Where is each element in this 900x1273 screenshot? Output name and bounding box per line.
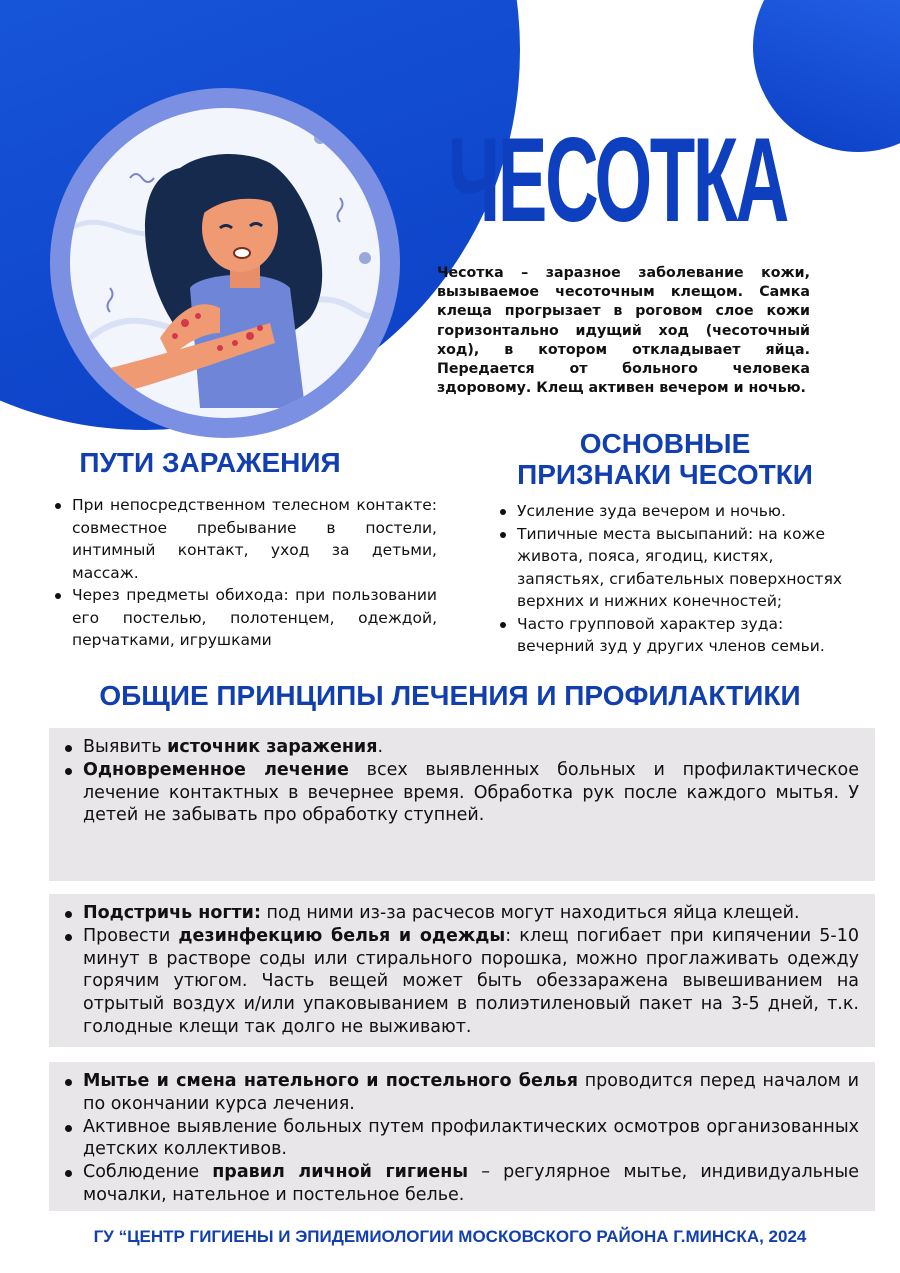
footer-organization: ГУ “ЦЕНТР ГИГИЕНЫ И ЭПИДЕМИОЛОГИИ МОСКОВСКОГО РАЙОНА Г.МИНСКА, 2024	[93, 1227, 807, 1246]
item-text: Активное выявление больных путем профилактических осмотров организованных детских коллективов.	[83, 1116, 859, 1160]
item-text: проводится перед началом и по окончании курса лечения.	[83, 1071, 859, 1114]
heading-transmission-ways: ПУТИ ЗАРАЖЕНИЯ	[79, 447, 341, 478]
principles-list-1	[61, 736, 859, 827]
list-item	[61, 902, 859, 925]
main-signs-list	[497, 500, 857, 658]
list-item	[61, 736, 859, 759]
list-item	[61, 1070, 859, 1116]
illustration-ring	[50, 88, 400, 438]
page-title: ЧЕСОТКА	[448, 113, 787, 247]
list-item: При непосредственном телесном контакте: совместное пребывание в постели, интимный контакт, уход за детьми, массаж.	[52, 494, 437, 584]
principles-box-2	[49, 894, 875, 1047]
item-emphasis: Мытье и смена нательного и постельного белья	[83, 1071, 578, 1091]
list-item	[61, 1116, 859, 1162]
item-text: – регулярное мытье, индивидуальные мочалки, нательное и постельное белье.	[83, 1162, 859, 1205]
list-item: Типичные места высыпаний: на коже живота, пояса, ягодиц, кистях, запястьях, сгибательных поверхностях верхних и нижних конечностей;	[497, 523, 857, 613]
list-item: Часто групповой характер зуда: вечерний зуд у других членов семьи.	[497, 613, 857, 658]
list-item	[61, 925, 859, 1039]
item-text: Выявить	[83, 737, 168, 757]
heading-main-signs	[470, 428, 860, 490]
principles-box-3	[49, 1062, 875, 1211]
intro-paragraph: Чесотка – заразное заболевание кожи, вызываемое чесоточным клещом. Самка клеща прогрызает в роговом слое кожи горизонтально идущий ход (чесоточный ход), в котором откладывает яйца. Передается от больного человека здоровому. Клещ активен вечером и ночью.	[437, 265, 810, 397]
list-item	[61, 759, 859, 827]
item-emphasis: Одновременное лечение	[83, 759, 349, 780]
list-item: Через предметы обихода: при пользовании его постелью, полотенцем, одеждой, перчатками, игрушками	[52, 584, 437, 652]
heading-line: ПРИЗНАКИ ЧЕСОТКИ	[517, 459, 813, 490]
list-item	[61, 1161, 859, 1207]
heading-line: ОСНОВНЫЕ	[579, 428, 751, 459]
principles-list-3	[61, 1070, 859, 1207]
item-emphasis: правил личной гигиены	[212, 1162, 469, 1183]
principles-box-1	[49, 728, 875, 881]
item-emphasis: Подстричь ногти:	[83, 903, 261, 923]
item-text: Провести	[83, 925, 179, 946]
item-text: Соблюдение	[83, 1162, 213, 1183]
transmission-ways-list	[52, 494, 437, 652]
heading-general-principles: ОБЩИЕ ПРИНЦИПЫ ЛЕЧЕНИЯ И ПРОФИЛАКТИКИ	[99, 680, 801, 711]
item-emphasis: источник заражения	[167, 737, 378, 757]
item-text: .	[377, 737, 384, 757]
item-text: всех выявленных больных и профилактическое лечение контактных в вечернее время. Обработка рук после каждого мытья. У детей не забывать про обработку ступней.	[83, 759, 860, 826]
item-text: : клещ погибает при кипячении 5-10 минут в растворе соды или стирального порошка, можно проглаживать одежду горячим утюгом. Часть вещей может быть обеззаражена вывешиванием на отрытый воздух и/или упаковыванием в полиэтиленовый пакет на 3-5 дней, т.к. голодные клещи так долго не выживают.	[83, 925, 859, 1037]
principles-list-2	[61, 902, 859, 1039]
list-item: Усиление зуда вечером и ночью.	[497, 500, 857, 523]
item-emphasis: дезинфекцию белья и одежды	[178, 925, 506, 946]
illustration-itching-woman	[70, 108, 380, 418]
item-text: под ними из-за расчесов могут находиться яйца клещей.	[260, 903, 800, 923]
